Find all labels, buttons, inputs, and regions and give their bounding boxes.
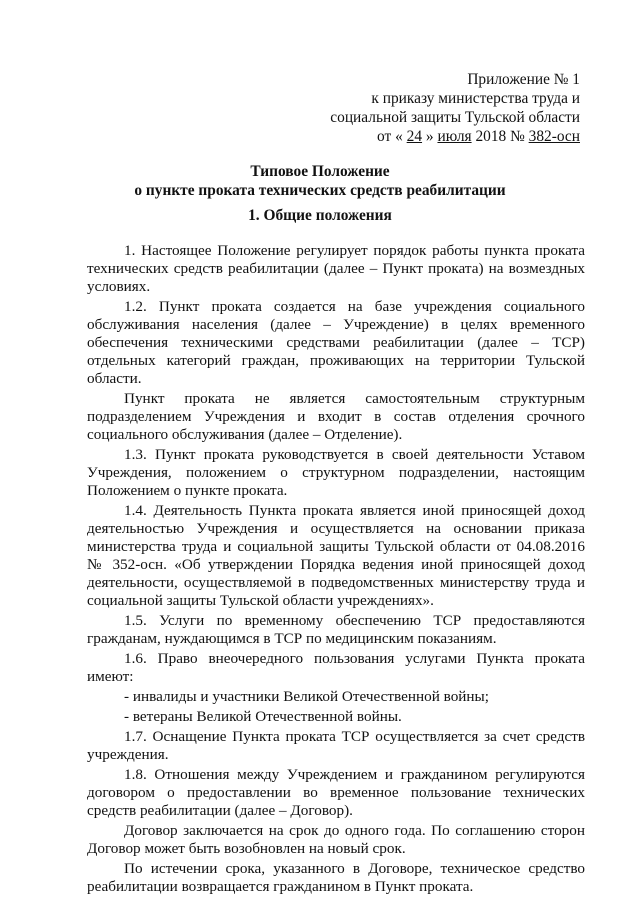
appendix-order-line: к приказу министерства труда и [371,90,580,107]
paragraph-1-8: 1.8. Отношения между Учреждением и гражданином регулируются договором о предоставлении во временное пользование технических средств реабилитации (далее – Договор). [87,766,585,819]
appendix-block [250,70,580,146]
paragraph-1-5: 1.5. Услуги по временному обеспечению ТСР предоставляются гражданам, нуждающимся в ТСР по медицинским показаниям. [87,612,585,647]
number-prefix: № [510,128,525,145]
date-year: 2018 [475,128,507,145]
order-number: 382-осн [528,128,580,145]
list-item: - инвалиды и участники Великой Отечественной войны; [124,688,489,705]
paragraph-1-2: 1.2. Пункт проката создается на базе учреждения социального обслуживания населения (далее – Учреждение) в целях временного обеспечения техническими средствами реабилитации (далее – ТСР) отдельных категорий граждан, проживающих на территории Тульской области. [87,298,585,387]
appendix-title: Приложение № 1 [467,71,580,88]
appendix-date-line [250,127,580,146]
paragraph-1: 1. Настоящее Положение регулирует порядок работы пункта проката технических средств реабилитации (далее – Пункт проката) на возмездных условиях. [87,242,585,295]
paragraph-contract-return: По истечении срока, указанного в Договоре, техническое средство реабилитации возвращается гражданином в Пункт проката. [87,860,585,895]
date-month: июля [437,128,472,145]
paragraph-1-4: 1.4. Деятельность Пункта проката является иной приносящей доход деятельностью Учреждения и осуществляется на основании приказа министерства труда и социальной защиты Тульской области от 04.08.2016 № 352-осн. «Об утверждении Порядка ведения иной приносящей доход деятельности, осуществляемой в подведомственных министерству труда и социальной защиты Тульской области учреждениях». [87,502,585,609]
title-line-2: о пункте проката технических средств реабилитации [134,182,506,199]
title-line-1: Типовое Положение [250,163,390,180]
section-heading: 1. Общие положения [248,207,392,224]
list-item: - ветераны Великой Отечественной войны. [124,708,402,725]
document-title [60,162,580,200]
date-mid: » [425,128,434,145]
paragraph-1-7: 1.7. Оснащение Пункта проката ТСР осуществляется за счет средств учреждения. [87,728,585,763]
paragraph-1-3: 1.3. Пункт проката руководствуется в своей деятельности Уставом Учреждения, положением о структурном подразделении, настоящим Положением о пункте проката. [87,446,585,499]
date-prefix: от « [377,128,403,145]
appendix-ministry-line: социальной защиты Тульской области [330,109,580,126]
paragraph-1-2-note: Пункт проката не является самостоятельным структурным подразделением Учреждения и входит в состав отделения срочного социального обслуживания (далее – Отделение). [87,390,585,443]
document-body [87,242,585,896]
paragraph-1-6: 1.6. Право внеочередного пользования услугами Пункта проката имеют: [87,650,585,685]
paragraph-contract-term: Договор заключается на срок до одного года. По соглашению сторон Договор может быть возобновлен на новый срок. [87,822,585,857]
date-day: 24 [406,128,423,145]
